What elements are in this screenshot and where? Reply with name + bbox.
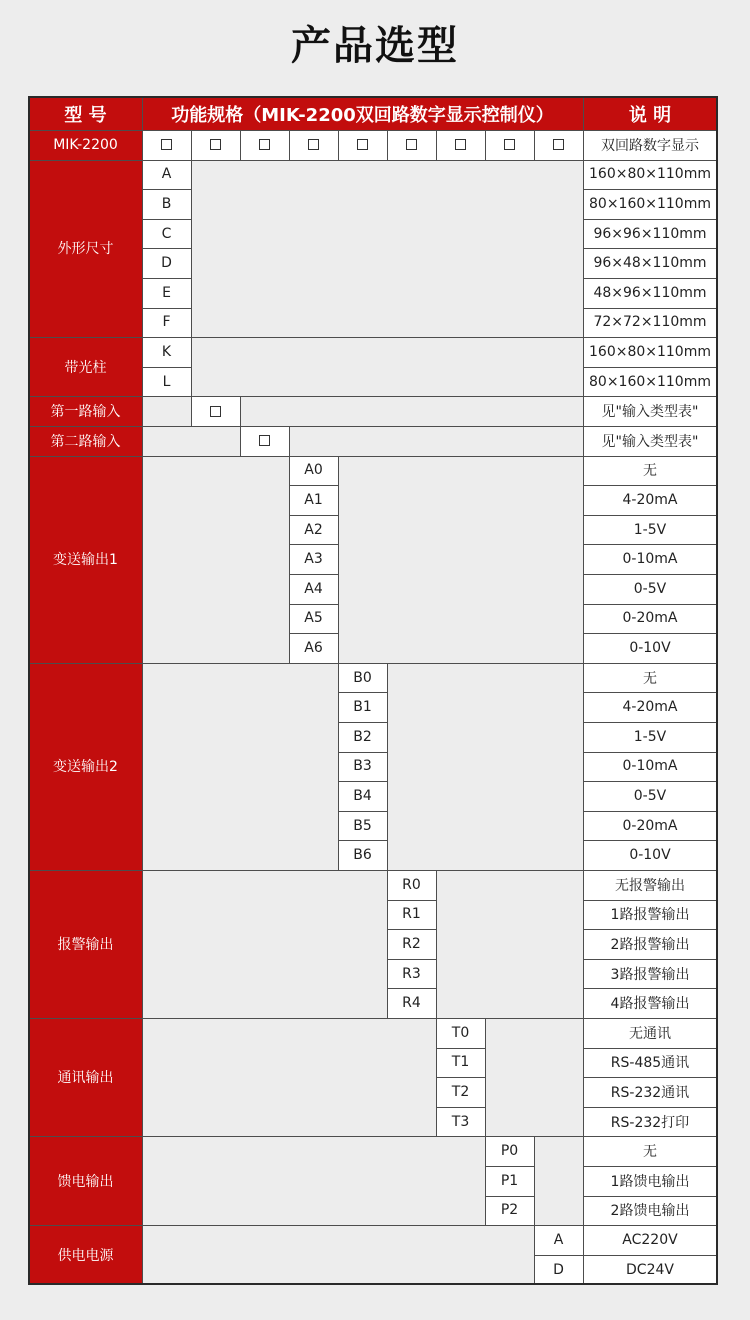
option-description: 1路报警输出 — [583, 900, 717, 930]
table-divider — [583, 633, 717, 634]
table-divider — [436, 870, 437, 1018]
option-checkbox[interactable] — [406, 139, 417, 150]
table-divider — [387, 988, 436, 989]
option-description: 72×72×110mm — [583, 308, 717, 338]
table-divider — [338, 840, 387, 841]
option-description: RS-485通讯 — [583, 1048, 717, 1078]
table-divider — [583, 1048, 717, 1049]
option-code-input1[interactable] — [191, 396, 240, 426]
table-divider — [289, 604, 338, 605]
table-divider — [583, 396, 584, 426]
group-spacer-left — [142, 1136, 485, 1225]
option-code-size[interactable]: E — [142, 278, 191, 308]
option-description: 48×96×110mm — [583, 278, 717, 308]
option-code-out1[interactable]: A2 — [289, 515, 338, 545]
option-code-out1[interactable]: A3 — [289, 544, 338, 574]
table-divider — [338, 663, 339, 870]
table-divider — [191, 130, 192, 160]
option-code-out2[interactable]: B0 — [338, 663, 387, 693]
option-description: 无 — [583, 456, 717, 486]
option-description: 3路报警输出 — [583, 959, 717, 989]
table-divider — [436, 1048, 485, 1049]
table-divider — [240, 396, 241, 426]
option-code-alarm[interactable]: R1 — [387, 900, 436, 930]
table-divider — [338, 130, 339, 160]
table-divider — [583, 929, 717, 930]
option-code-out1[interactable]: A5 — [289, 604, 338, 634]
option-description: 80×160×110mm — [583, 367, 717, 397]
option-checkbox[interactable] — [210, 139, 221, 150]
table-divider — [240, 426, 241, 456]
table-divider — [485, 1196, 534, 1197]
group-spacer-right — [191, 160, 583, 338]
table-divider — [29, 1018, 717, 1019]
table-divider — [583, 663, 584, 870]
option-code-feed[interactable]: P1 — [485, 1166, 534, 1196]
option-description: 4-20mA — [583, 692, 717, 722]
table-divider — [583, 130, 584, 160]
table-divider — [142, 97, 143, 130]
table-divider — [142, 396, 143, 426]
table-divider — [142, 1018, 143, 1136]
option-code-power[interactable]: A — [534, 1225, 583, 1255]
table-divider — [338, 456, 339, 663]
table-divider — [583, 811, 717, 812]
option-description: 160×80×110mm — [583, 160, 717, 190]
option-code-comm[interactable]: T2 — [436, 1077, 485, 1107]
table-divider — [289, 456, 290, 663]
table-divider — [142, 219, 191, 220]
option-description: 96×96×110mm — [583, 219, 717, 249]
table-divider — [191, 396, 192, 426]
option-description: 80×160×110mm — [583, 189, 717, 219]
option-description: 2路报警输出 — [583, 929, 717, 959]
option-code-out2[interactable]: B6 — [338, 840, 387, 870]
table-divider — [338, 722, 387, 723]
group-label-alarm: 报警输出 — [29, 870, 142, 1018]
table-divider — [387, 663, 388, 870]
option-checkbox[interactable] — [259, 435, 270, 446]
table-divider — [583, 840, 717, 841]
option-code-bar[interactable]: L — [142, 367, 191, 397]
group-label-comm: 通讯输出 — [29, 1018, 142, 1136]
table-divider — [387, 130, 388, 160]
group-label-out1: 变送输出1 — [29, 456, 142, 663]
model-checkbox-cell[interactable] — [436, 130, 485, 160]
table-divider — [142, 1136, 143, 1225]
table-divider — [29, 130, 717, 131]
table-divider — [338, 692, 387, 693]
model-checkbox-cell[interactable] — [289, 130, 338, 160]
group-spacer-right — [289, 426, 583, 456]
table-divider — [583, 574, 717, 575]
option-description: 0-10mA — [583, 544, 717, 574]
table-divider — [142, 367, 191, 368]
group-spacer-left — [142, 396, 191, 426]
group-spacer-left — [142, 456, 289, 663]
option-description: 4路报警输出 — [583, 988, 717, 1018]
table-divider — [583, 426, 584, 456]
option-description: 无报警输出 — [583, 870, 717, 900]
model-checkbox-cell[interactable] — [534, 130, 583, 160]
header-desc-label: 说 明 — [583, 97, 717, 130]
table-divider — [534, 1225, 535, 1284]
table-divider — [583, 604, 717, 605]
option-description: 0-20mA — [583, 811, 717, 841]
option-description: RS-232打印 — [583, 1107, 717, 1137]
option-code-bar[interactable]: K — [142, 337, 191, 367]
table-divider — [583, 781, 717, 782]
table-divider — [289, 574, 338, 575]
table-divider — [387, 929, 436, 930]
table-divider — [289, 426, 290, 456]
group-spacer-right — [240, 396, 583, 426]
option-description: 4-20mA — [583, 485, 717, 515]
table-divider — [142, 1225, 143, 1284]
table-divider — [338, 811, 387, 812]
group-label-bar: 带光柱 — [29, 337, 142, 396]
option-description: 0-5V — [583, 574, 717, 604]
table-divider — [387, 900, 436, 901]
option-checkbox[interactable] — [455, 139, 466, 150]
table-divider — [29, 337, 717, 338]
table-divider — [29, 663, 717, 664]
option-code-out2[interactable]: B1 — [338, 692, 387, 722]
table-divider — [583, 959, 717, 960]
model-checkbox-cell[interactable] — [240, 130, 289, 160]
option-description: 无 — [583, 1136, 717, 1166]
option-description: 0-10mA — [583, 752, 717, 782]
group-spacer-right — [338, 456, 583, 663]
group-label-power: 供电电源 — [29, 1225, 142, 1284]
group-label-size: 外形尺寸 — [29, 160, 142, 338]
option-description: RS-232通讯 — [583, 1077, 717, 1107]
option-code-comm[interactable]: T1 — [436, 1048, 485, 1078]
table-divider — [583, 485, 717, 486]
option-code-feed[interactable]: P0 — [485, 1136, 534, 1166]
option-code-alarm[interactable]: R0 — [387, 870, 436, 900]
option-code-out2[interactable]: B3 — [338, 752, 387, 782]
table-divider — [338, 781, 387, 782]
table-divider — [240, 130, 241, 160]
option-checkbox[interactable] — [259, 139, 270, 150]
table-divider — [583, 337, 584, 396]
option-code-out2[interactable]: B5 — [338, 811, 387, 841]
option-code-alarm[interactable]: R2 — [387, 929, 436, 959]
model-checkbox-cell[interactable] — [191, 130, 240, 160]
table-divider — [289, 633, 338, 634]
table-divider — [583, 1255, 717, 1256]
option-code-size[interactable]: C — [142, 219, 191, 249]
table-divider — [142, 160, 143, 338]
table-divider — [583, 1166, 717, 1167]
table-divider — [583, 1018, 584, 1136]
option-code-out2[interactable]: B4 — [338, 781, 387, 811]
table-divider — [583, 722, 717, 723]
option-code-size[interactable]: F — [142, 308, 191, 338]
option-description: 1-5V — [583, 515, 717, 545]
option-code-out1[interactable]: A0 — [289, 456, 338, 486]
table-divider — [583, 515, 717, 516]
table-divider — [583, 248, 717, 249]
table-divider — [289, 130, 290, 160]
option-code-alarm[interactable]: R3 — [387, 959, 436, 989]
option-checkbox[interactable] — [161, 139, 172, 150]
option-description: 1-5V — [583, 722, 717, 752]
table-divider — [534, 1255, 583, 1256]
table-divider — [485, 1166, 534, 1167]
table-divider — [387, 870, 388, 1018]
table-divider — [142, 308, 191, 309]
table-divider — [142, 456, 143, 663]
table-divider — [583, 367, 717, 368]
table-divider — [583, 752, 717, 753]
table-divider — [29, 426, 717, 427]
option-code-power[interactable]: D — [534, 1255, 583, 1285]
table-divider — [289, 544, 338, 545]
table-divider — [485, 130, 486, 160]
group-spacer-left — [142, 426, 240, 456]
table-divider — [583, 308, 717, 309]
option-code-out1[interactable]: A1 — [289, 485, 338, 515]
table-divider — [29, 1136, 717, 1137]
page-title: 产品选型 — [291, 23, 459, 69]
group-spacer-right — [534, 1136, 583, 1225]
table-divider — [583, 189, 717, 190]
model-checkbox-cell[interactable] — [485, 130, 534, 160]
option-description: 96×48×110mm — [583, 248, 717, 278]
option-code-size[interactable]: A — [142, 160, 191, 190]
table-divider — [583, 278, 717, 279]
option-code-out1[interactable]: A6 — [289, 633, 338, 663]
table-divider — [289, 515, 338, 516]
option-code-size[interactable]: B — [142, 189, 191, 219]
table-divider — [534, 130, 535, 160]
table-divider — [583, 1077, 717, 1078]
option-checkbox[interactable] — [504, 139, 515, 150]
model-checkbox-cell[interactable] — [338, 130, 387, 160]
group-spacer-right — [387, 663, 583, 870]
table-divider — [338, 752, 387, 753]
option-description: 无 — [583, 663, 717, 693]
group-spacer-right — [436, 870, 583, 1018]
option-code-size[interactable]: D — [142, 248, 191, 278]
table-divider — [436, 1077, 485, 1078]
group-spacer-left — [142, 1225, 534, 1284]
option-description: 160×80×110mm — [583, 337, 717, 367]
header-spec-label: 功能规格（MIK-2200双回路数字显示控制仪） — [142, 97, 583, 130]
option-code-alarm[interactable]: R4 — [387, 988, 436, 1018]
option-description: AC220V — [583, 1225, 717, 1255]
table-divider — [583, 870, 584, 1018]
table-divider — [29, 870, 717, 871]
table-divider — [142, 189, 191, 190]
option-description: 见"输入类型表" — [583, 396, 717, 426]
table-divider — [436, 1018, 437, 1136]
option-checkbox[interactable] — [210, 406, 221, 417]
table-divider — [191, 160, 192, 338]
option-code-out1[interactable]: A4 — [289, 574, 338, 604]
table-divider — [142, 248, 191, 249]
option-checkbox[interactable] — [553, 139, 564, 150]
option-description: 见"输入类型表" — [583, 426, 717, 456]
option-description: 1路馈电输出 — [583, 1166, 717, 1196]
table-divider — [436, 1107, 485, 1108]
table-divider — [142, 426, 143, 456]
option-code-comm[interactable]: T0 — [436, 1018, 485, 1048]
model-name: MIK-2200 — [29, 130, 142, 160]
table-divider — [583, 1225, 584, 1284]
group-spacer-left — [142, 663, 338, 870]
option-checkbox[interactable] — [357, 139, 368, 150]
option-code-input2[interactable] — [240, 426, 289, 456]
option-description: DC24V — [583, 1255, 717, 1285]
table-divider — [29, 456, 717, 457]
group-spacer-left — [142, 870, 387, 1018]
group-spacer-left — [142, 1018, 436, 1136]
table-divider — [191, 337, 192, 396]
table-divider — [583, 160, 584, 338]
option-code-out2[interactable]: B2 — [338, 722, 387, 752]
option-description: 0-10V — [583, 633, 717, 663]
option-checkbox[interactable] — [308, 139, 319, 150]
option-description: 2路馈电输出 — [583, 1196, 717, 1226]
model-checkbox-cell[interactable] — [142, 130, 191, 160]
table-divider — [583, 900, 717, 901]
model-description: 双回路数字显示 — [583, 130, 717, 160]
table-divider — [583, 988, 717, 989]
option-code-feed[interactable]: P2 — [485, 1196, 534, 1226]
model-checkbox-cell[interactable] — [387, 130, 436, 160]
table-divider — [485, 1018, 486, 1136]
table-divider — [142, 870, 143, 1018]
header-model-label: 型 号 — [29, 97, 142, 130]
group-spacer-right — [191, 337, 583, 396]
group-label-input2: 第二路输入 — [29, 426, 142, 456]
table-divider — [289, 485, 338, 486]
option-code-comm[interactable]: T3 — [436, 1107, 485, 1137]
table-divider — [29, 396, 717, 397]
group-label-out2: 变送输出2 — [29, 663, 142, 870]
table-divider — [29, 1225, 717, 1226]
table-divider — [583, 544, 717, 545]
table-divider — [583, 1136, 584, 1225]
table-divider — [29, 160, 717, 161]
table-divider — [583, 1196, 717, 1197]
table-divider — [387, 959, 436, 960]
table-divider — [583, 1107, 717, 1108]
table-divider — [534, 1136, 535, 1225]
table-divider — [142, 130, 143, 160]
group-spacer-right — [485, 1018, 583, 1136]
option-description: 0-20mA — [583, 604, 717, 634]
table-divider — [583, 219, 717, 220]
table-divider — [436, 130, 437, 160]
option-description: 无通讯 — [583, 1018, 717, 1048]
table-divider — [583, 692, 717, 693]
table-divider — [485, 1136, 486, 1225]
group-label-feed: 馈电输出 — [29, 1136, 142, 1225]
table-divider — [583, 456, 584, 663]
table-divider — [142, 337, 143, 396]
table-divider — [142, 278, 191, 279]
table-divider — [583, 97, 584, 130]
table-divider — [142, 663, 143, 870]
option-description: 0-10V — [583, 840, 717, 870]
option-description: 0-5V — [583, 781, 717, 811]
group-label-input1: 第一路输入 — [29, 396, 142, 426]
